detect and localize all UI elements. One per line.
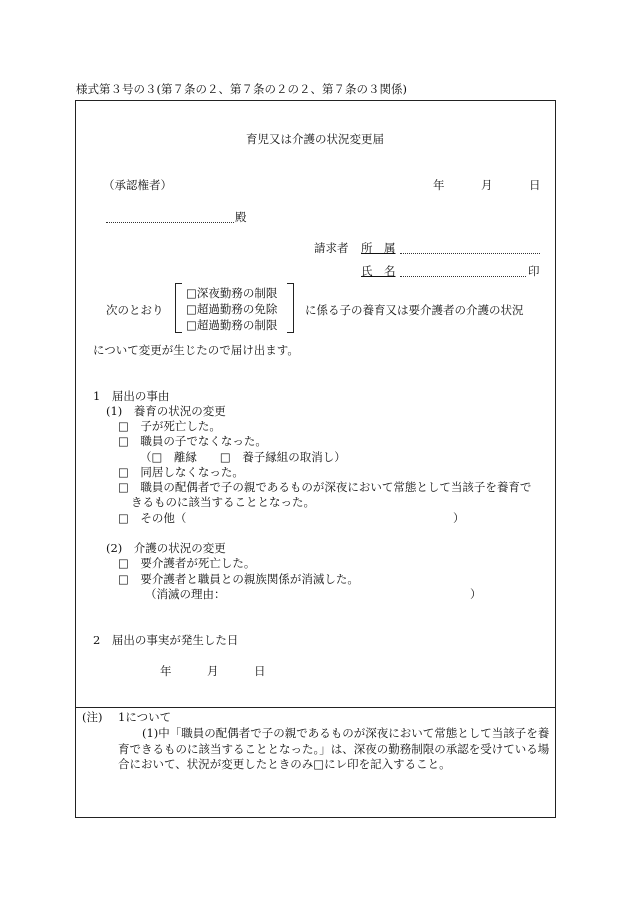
checkbox-care-recipient-died[interactable]: □ 要介護者が死亡した。: [118, 556, 256, 570]
note-divider: [75, 707, 556, 708]
form-code: 様式第３号の３(第７条の２、第７条の２の２、第７条の３関係): [76, 82, 407, 96]
honorific: 殿: [235, 210, 247, 224]
checkbox-no-cohabitation[interactable]: □ 同居しなくなった。: [118, 465, 244, 479]
occurrence-year: 年: [160, 664, 172, 678]
date-day: 日: [529, 178, 541, 192]
addressee-field[interactable]: [106, 222, 234, 223]
other-close-paren: ）: [453, 511, 465, 525]
date-year: 年: [433, 178, 445, 192]
checkbox-divorce-adoption[interactable]: （□ 離縁 □ 養子縁組の取消し）: [140, 450, 346, 464]
name-field[interactable]: [400, 276, 526, 277]
statement-part-b: について変更が生じたので届け出ます。: [93, 343, 299, 357]
checkbox-no-longer-child[interactable]: □ 職員の子でなくなった。: [118, 434, 267, 448]
checkbox-other[interactable]: □ その他（: [118, 511, 187, 525]
checkbox-spouse-can-care-cont: きるものに該当することとなった。: [131, 495, 315, 509]
left-bracket: [175, 283, 182, 333]
statement-part-a: に係る子の養育又は要介護者の介護の状況: [305, 303, 524, 317]
reason-label: （消滅の理由：: [145, 587, 226, 601]
requester-label: 請求者: [314, 241, 349, 255]
occurrence-day: 日: [254, 664, 266, 678]
section1-sub1-heading: (1) 養育の状況の変更: [106, 404, 226, 418]
option-late-night-limit[interactable]: □深夜勤務の制限: [186, 286, 278, 300]
checkbox-relationship-ended[interactable]: □ 要介護者と職員との親族関係が消滅した。: [118, 572, 359, 586]
checkbox-spouse-can-care[interactable]: □ 職員の配偶者で子の親であるものが深夜において常態として当該子を養育で: [118, 480, 532, 494]
right-bracket: [287, 283, 294, 333]
occurrence-month: 月: [207, 664, 219, 678]
option-overtime-limit[interactable]: □超過勤務の制限: [186, 318, 278, 332]
affiliation-label: 所 属: [361, 241, 396, 255]
checkbox-child-died[interactable]: □ 子が死亡した。: [118, 419, 221, 433]
section1-sub2-heading: (2) 介護の状況の変更: [106, 541, 226, 555]
seal-mark: 印: [528, 264, 540, 278]
section1-heading: 1 届出の事由: [93, 389, 170, 403]
affiliation-field[interactable]: [400, 253, 540, 254]
approver-label: （承認権者）: [103, 178, 172, 192]
reason-close-paren: ）: [470, 587, 482, 601]
section2-heading: 2 届出の事実が発生した日: [93, 633, 239, 647]
date-month: 月: [481, 178, 493, 192]
note-text: (1)中「職員の配偶者で子の親であるものが深夜において常態として当該子を養育できるものに該当することとなった。」は、深夜の勤務制限の承認を受けている場合において、状況が変更したときのみ□にレ印を記入すること。: [118, 726, 550, 771]
as-follows-label: 次のとおり: [106, 303, 164, 317]
name-label: 氏 名: [361, 264, 396, 278]
note-label: (注): [82, 710, 103, 724]
form-title: 育児又は介護の状況変更届: [246, 132, 384, 146]
option-overtime-exemption[interactable]: □超過勤務の免除: [186, 302, 278, 316]
note-heading: 1について: [118, 710, 172, 724]
